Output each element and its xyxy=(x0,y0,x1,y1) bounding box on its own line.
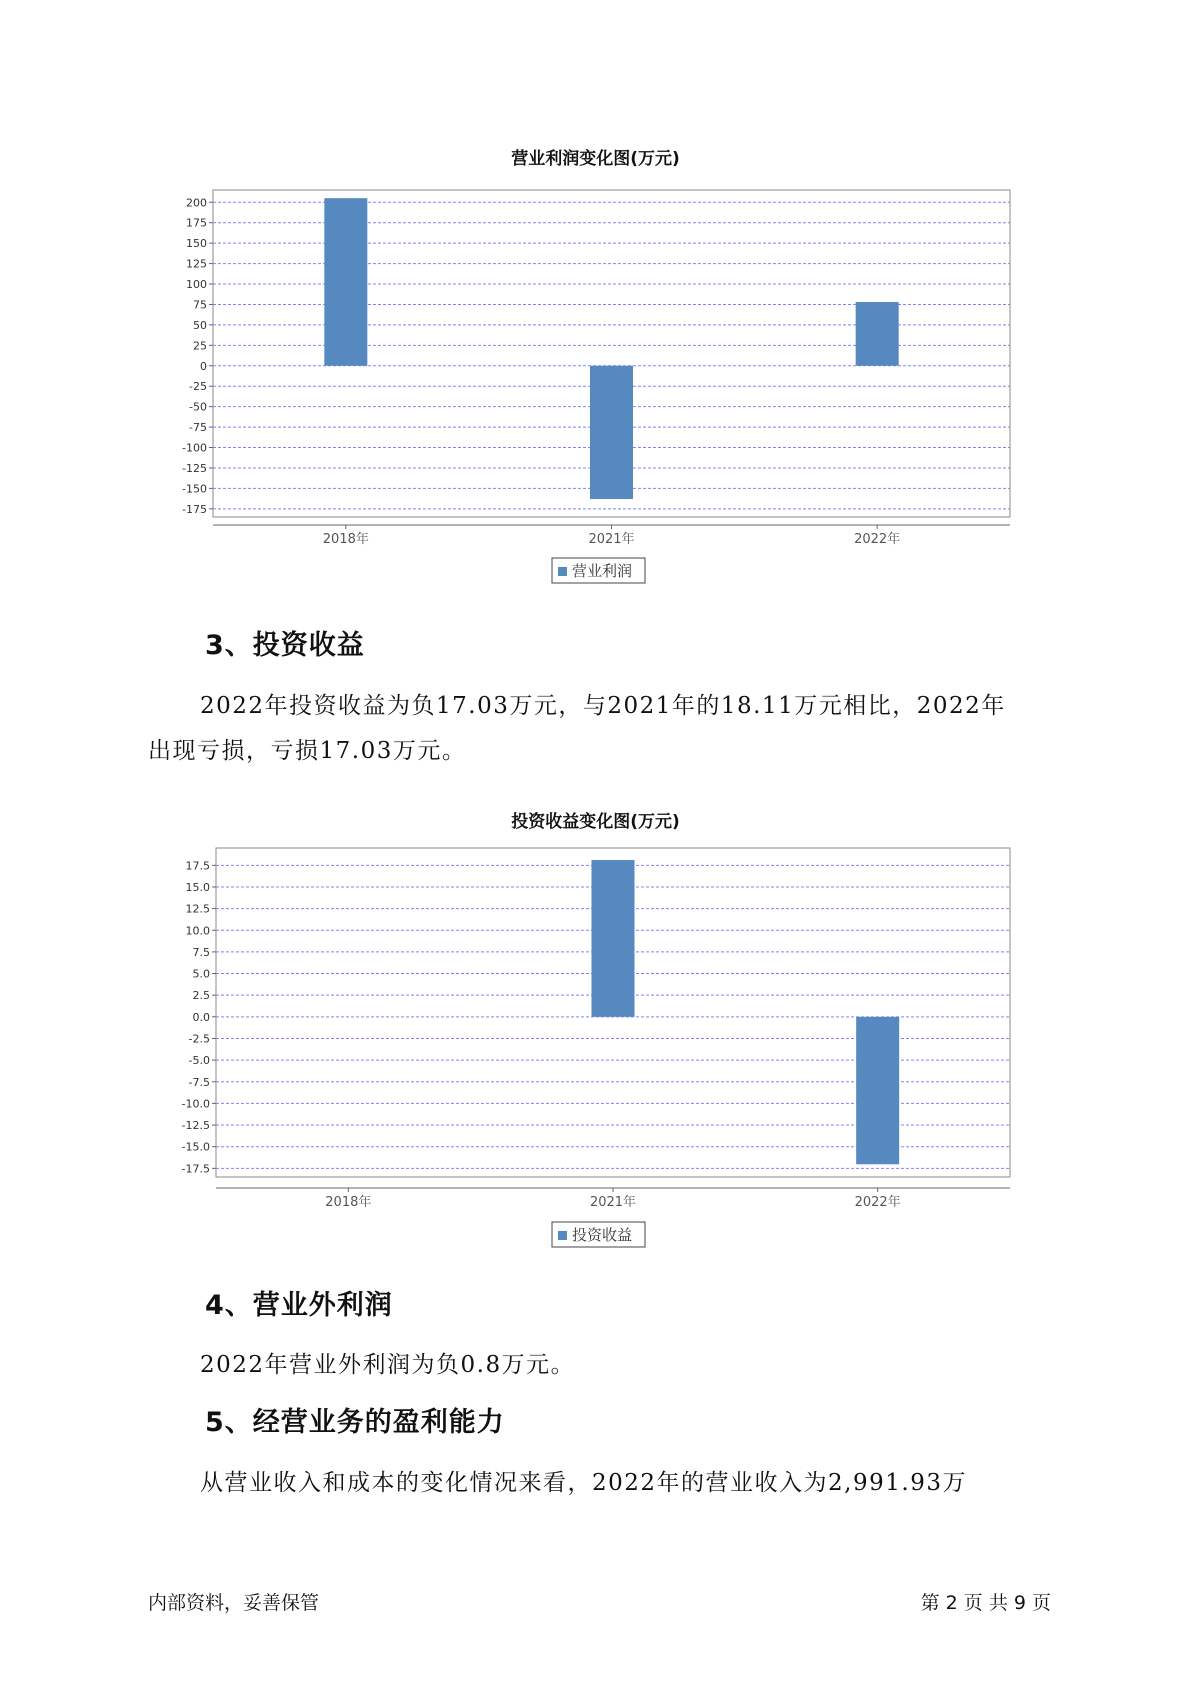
y-tick-label: 0 xyxy=(200,359,207,373)
y-tick-label: -10.0 xyxy=(181,1097,210,1111)
footer-page-number: 第 2 页 共 9 页 xyxy=(920,1592,1051,1614)
footer-confidential-note: 内部资料，妥善保管 xyxy=(148,1592,320,1614)
y-tick-label: 2.5 xyxy=(192,989,210,1003)
bar-2021年 xyxy=(592,860,635,1017)
x-tick-label: 2018年 xyxy=(322,532,369,547)
y-tick-label: 15.0 xyxy=(185,880,210,894)
y-tick-label: -15.0 xyxy=(181,1140,210,1154)
y-tick-label: 0.0 xyxy=(192,1010,210,1024)
y-tick-label: -25 xyxy=(189,380,207,394)
y-tick-label: 150 xyxy=(186,237,207,251)
y-tick-label: 17.5 xyxy=(185,859,210,873)
y-tick-label: -2.5 xyxy=(188,1032,210,1046)
y-tick-label: -50 xyxy=(189,400,207,414)
y-tick-label: -5.0 xyxy=(188,1054,210,1068)
y-tick-label: -7.5 xyxy=(188,1075,210,1089)
y-tick-label: 175 xyxy=(186,216,207,230)
y-tick-label: -17.5 xyxy=(181,1162,210,1176)
bar-2022年 xyxy=(856,1017,899,1164)
x-tick-label: 2022年 xyxy=(854,532,901,547)
paragraph-investment-income-line1: 2022年投资收益为负17.03万元，与2021年的18.11万元相比，2022年 xyxy=(200,693,1006,719)
y-tick-label: 100 xyxy=(186,278,207,292)
y-tick-label: -100 xyxy=(182,441,207,455)
heading-investment-income: 3、投资收益 xyxy=(205,630,365,661)
heading-business-profitability: 5、经营业务的盈利能力 xyxy=(205,1407,505,1438)
y-tick-label: 10.0 xyxy=(185,924,210,938)
y-tick-label: 7.5 xyxy=(192,945,210,959)
y-tick-label: 25 xyxy=(193,339,207,353)
x-tick-label: 2018年 xyxy=(325,1195,372,1210)
legend-swatch xyxy=(558,1231,567,1240)
paragraph-business-profitability-line1: 从营业收入和成本的变化情况来看，2022年的营业收入为2,991.93万 xyxy=(200,1470,967,1496)
y-tick-label: 12.5 xyxy=(185,902,210,916)
x-tick-label: 2021年 xyxy=(589,1195,637,1210)
paragraph-non-operating-profit: 2022年营业外利润为负0.8万元。 xyxy=(200,1352,576,1378)
paragraph-investment-income-line2: 出现亏损，亏损17.03万元。 xyxy=(148,738,467,764)
y-tick-label: -75 xyxy=(189,421,207,435)
heading-non-operating-profit: 4、营业外利润 xyxy=(205,1290,393,1321)
chart-title-investment-income: 投资收益变化图(万元) xyxy=(511,812,680,832)
x-tick-label: 2022年 xyxy=(854,1195,901,1210)
y-tick-label: 5.0 xyxy=(192,967,210,981)
y-tick-label: 75 xyxy=(193,298,207,312)
legend-label: 投资收益 xyxy=(572,1226,633,1244)
legend-label: 营业利润 xyxy=(572,562,633,580)
y-tick-label: 50 xyxy=(193,318,207,332)
y-tick-label: 125 xyxy=(186,257,207,271)
y-tick-label: -125 xyxy=(182,461,207,475)
y-tick-label: -150 xyxy=(182,482,207,496)
y-tick-label: -175 xyxy=(182,502,207,516)
x-tick-label: 2021年 xyxy=(588,532,635,547)
y-tick-label: -12.5 xyxy=(181,1119,210,1133)
y-tick-label: 200 xyxy=(186,196,207,210)
chart-title-operating-profit: 营业利润变化图(万元) xyxy=(511,149,680,169)
